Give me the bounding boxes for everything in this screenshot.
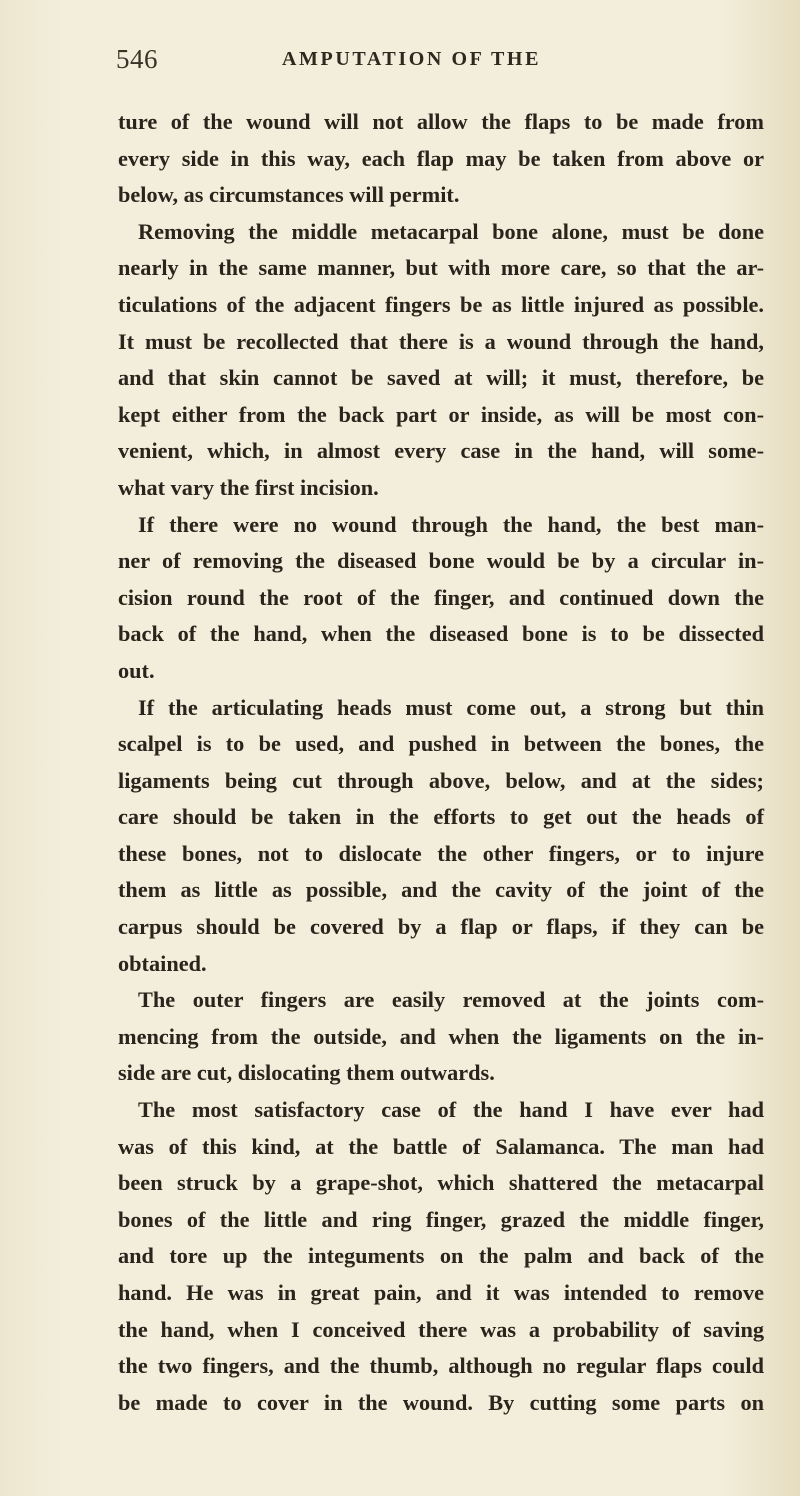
text-line: scalpel is to be used, and pushed in between the bones, the	[118, 731, 764, 757]
text-line: kept either from the back part or inside, as will be most con-	[118, 401, 764, 427]
text-line: be made to cover in the wound. By cutting some parts on	[118, 1389, 764, 1415]
text-line: the hand, when I conceived there was a probability of saving	[118, 1316, 764, 1342]
text-line: and that skin cannot be saved at will; it must, therefore, be	[118, 365, 764, 391]
text-line: was of this kind, at the battle of Salamanca. The man had	[118, 1133, 764, 1159]
paragraph	[118, 214, 764, 507]
paragraph	[118, 1092, 764, 1421]
paragraph	[118, 690, 764, 983]
body-text	[118, 104, 764, 1421]
text-line: obtained.	[118, 950, 207, 976]
text-line: The outer fingers are easily removed at the joints com-	[138, 987, 764, 1013]
paragraph	[118, 982, 764, 1092]
text-line: the two fingers, and the thumb, although no regular flaps could	[118, 1353, 764, 1379]
text-line: below, as circumstances will permit.	[118, 182, 460, 208]
text-line: bones of the little and ring finger, grazed the middle finger,	[118, 1206, 764, 1232]
text-line: If the articulating heads must come out, a strong but thin	[138, 694, 764, 720]
text-line: ticulations of the adjacent fingers be as little injured as possible.	[118, 291, 764, 317]
text-line: side are cut, dislocating them outwards.	[118, 1060, 495, 1086]
text-line: and tore up the integuments on the palm and back of the	[118, 1243, 764, 1269]
text-line: It must be recollected that there is a wound through the hand,	[118, 328, 764, 354]
text-line: cision round the root of the finger, and continued down the	[118, 584, 764, 610]
paragraph	[118, 507, 764, 690]
text-line: care should be taken in the efforts to get out the heads of	[118, 804, 764, 830]
text-line: back of the hand, when the diseased bone is to be dissected	[118, 621, 764, 647]
text-line: been struck by a grape-shot, which shattered the metacarpal	[118, 1170, 764, 1196]
text-line: ture of the wound will not allow the flaps to be made from	[118, 109, 764, 134]
text-line: what vary the first incision.	[118, 474, 379, 500]
text-line: them as little as possible, and the cavity of the joint of the	[118, 877, 764, 903]
text-line: hand. He was in great pain, and it was intended to remove	[118, 1280, 764, 1305]
text-line: If there were no wound through the hand, the best man-	[138, 511, 764, 537]
text-line: every side in this way, each flap may be taken from above or	[118, 145, 764, 171]
page-number: 546	[116, 44, 158, 74]
text-line: mencing from the outside, and when the ligaments on the in-	[118, 1023, 764, 1049]
text-line: nearly in the same manner, but with more care, so that the ar-	[118, 255, 764, 281]
text-line: these bones, not to dislocate the other fingers, or to injure	[118, 840, 764, 866]
text-line: Removing the middle metacarpal bone alone, must be done	[138, 218, 764, 244]
text-line: carpus should be covered by a flap or flaps, if they can be	[118, 914, 764, 940]
paragraph	[118, 104, 764, 214]
text-line: The most satisfactory case of the hand I have ever had	[138, 1097, 764, 1123]
text-line: ligaments being cut through above, below, and at the sides;	[118, 767, 764, 793]
running-head: AMPUTATION OF THE	[282, 48, 542, 70]
text-line: ner of removing the diseased bone would be by a circular in-	[118, 548, 764, 574]
text-line: out.	[118, 657, 155, 683]
page-header	[0, 44, 800, 84]
text-line: venient, which, in almost every case in the hand, will some-	[118, 438, 764, 464]
